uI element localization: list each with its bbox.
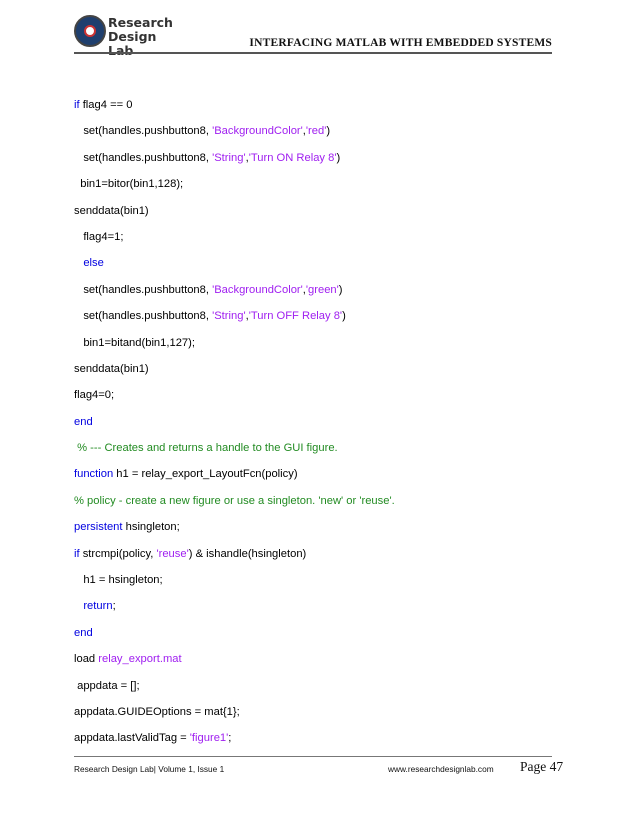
code-keyword: if: [74, 547, 80, 560]
document-title: INTERFACING MATLAB WITH EMBEDDED SYSTEMS: [249, 37, 552, 49]
code-string: 'BackgroundColor': [212, 283, 303, 296]
code-line: [74, 435, 564, 461]
code-text: strcmpi(policy,: [79, 547, 157, 560]
code-line: [74, 514, 564, 540]
footer-divider: [74, 756, 552, 757]
code-indent: [74, 310, 83, 322]
code-text: ,: [245, 151, 249, 164]
code-line: [74, 277, 564, 303]
code-text: hsingleton;: [122, 521, 180, 534]
code-line: [74, 382, 564, 408]
code-text: ,: [245, 310, 249, 323]
code-line: [74, 250, 564, 276]
code-text: senddata(bin1): [74, 204, 149, 217]
code-line: [74, 224, 564, 250]
code-string: 'String': [212, 151, 246, 164]
code-text: flag4=0;: [74, 389, 115, 402]
code-line: [74, 409, 564, 435]
code-line: [74, 620, 564, 646]
code-text: flag4=1;: [83, 230, 124, 243]
code-string: 'figure1': [189, 732, 229, 745]
page-header: [0, 0, 638, 60]
code-indent: [74, 284, 83, 296]
code-line: [74, 488, 564, 514]
code-text: ): [326, 125, 331, 138]
code-line: [74, 699, 564, 725]
code-text: set(handles.pushbutton8,: [83, 310, 213, 323]
code-line: [74, 171, 564, 197]
code-keyword: function: [74, 468, 114, 481]
code-string: 'red': [305, 125, 327, 138]
code-line: [74, 725, 564, 751]
code-line: [74, 673, 564, 699]
code-keyword: end: [74, 415, 93, 428]
code-text: ;: [112, 600, 116, 613]
code-line: [74, 541, 564, 567]
code-line: [74, 330, 564, 356]
footer-publication: Research Design Lab| Volume 1, Issue 1: [74, 764, 225, 774]
code-text: set(handles.pushbutton8,: [83, 283, 213, 296]
code-text: ): [336, 151, 341, 164]
code-text: ): [338, 283, 343, 296]
page-number: Page 47: [520, 759, 564, 774]
code-listing: [74, 92, 564, 752]
code-string: 'Turn ON Relay 8': [248, 151, 337, 164]
code-indent: [74, 125, 83, 137]
code-text: h1 = hsingleton;: [83, 574, 163, 587]
code-indent: [74, 231, 83, 243]
code-indent: [74, 257, 83, 269]
code-text: set(handles.pushbutton8,: [83, 151, 213, 164]
code-keyword: else: [83, 257, 104, 270]
code-text: h1 = relay_export_LayoutFcn(policy): [113, 468, 298, 481]
footer-url: www.researchdesignlab.com: [388, 764, 494, 774]
code-text: senddata(bin1): [74, 362, 149, 375]
code-text: load: [74, 653, 99, 666]
code-text: set(handles.pushbutton8,: [83, 125, 213, 138]
code-text: ) & ishandle(hsingleton): [188, 547, 307, 560]
code-keyword: persistent: [74, 521, 123, 534]
code-string: 'Turn OFF Relay 8': [248, 310, 343, 323]
code-string: relay_export.mat: [98, 653, 182, 666]
code-keyword: end: [74, 626, 93, 639]
code-keyword: if: [74, 99, 80, 111]
logo-emblem-icon: [74, 15, 106, 47]
code-indent: [74, 574, 83, 586]
code-text: appdata.GUIDEOptions = mat{1};: [74, 705, 240, 718]
code-line: [74, 593, 564, 619]
code-line: [74, 567, 564, 593]
code-string: 'reuse': [156, 547, 189, 560]
code-line: [74, 646, 564, 672]
code-line: [74, 303, 564, 329]
logo-line2: Design Lab: [108, 29, 157, 58]
code-line: [74, 198, 564, 224]
code-keyword: return: [83, 600, 113, 613]
code-text: ,: [302, 125, 306, 138]
code-string: 'String': [212, 310, 246, 323]
code-text: flag4 == 0: [79, 99, 133, 111]
header-divider: [74, 52, 552, 54]
code-comment: % --- Creates and returns a handle to the GUI figure.: [77, 442, 338, 455]
code-string: 'green': [305, 283, 339, 296]
code-string: 'BackgroundColor': [212, 125, 303, 138]
code-comment: % policy - create a new figure or use a singleton. 'new' or 'reuse'.: [74, 494, 395, 507]
code-line: [74, 92, 564, 118]
code-line: [74, 145, 564, 171]
code-line: [74, 461, 564, 487]
code-text: appdata = [];: [77, 679, 140, 692]
code-text: appdata.lastValidTag =: [74, 732, 190, 745]
code-line: [74, 118, 564, 144]
research-design-lab-logo: [74, 13, 184, 58]
logo-line1: Research: [108, 15, 173, 30]
code-text: bin1=bitand(bin1,127);: [83, 336, 195, 349]
code-text: ,: [302, 283, 306, 296]
code-line: [74, 356, 564, 382]
code-indent: [74, 152, 83, 164]
code-text: bin1=bitor(bin1,128);: [80, 178, 184, 191]
code-text: ;: [228, 732, 232, 745]
code-indent: [74, 337, 83, 349]
code-text: ): [342, 310, 346, 323]
code-indent: [74, 600, 83, 612]
